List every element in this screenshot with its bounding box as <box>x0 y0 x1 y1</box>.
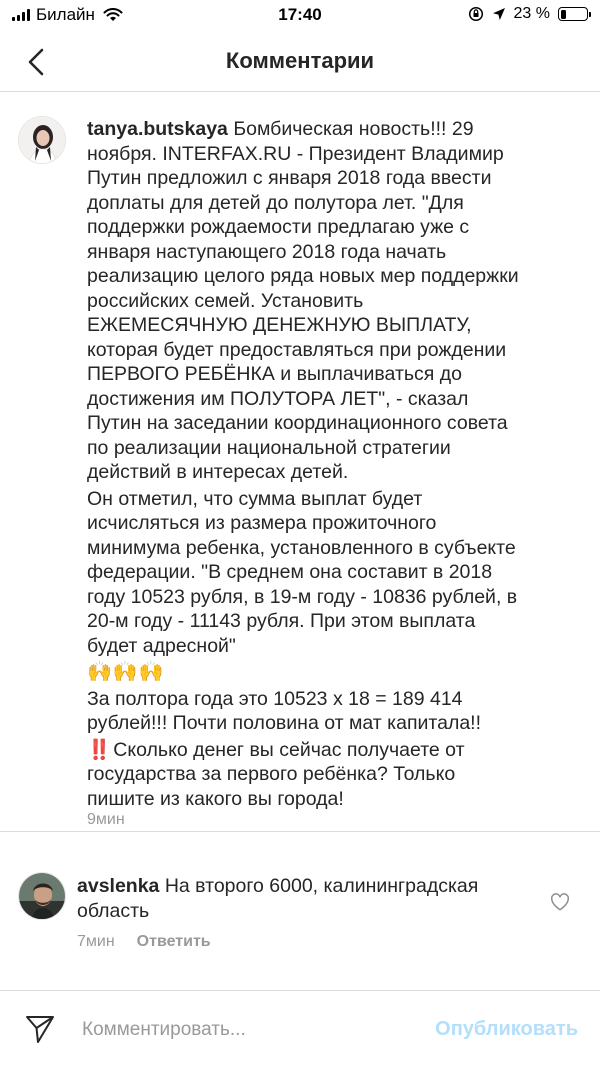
caption-comment <box>0 112 600 832</box>
caption-paragraph: Он отметил, что сумма выплат будет исчисляться из размера прожиточного минимума ребенка, установленного в субъекте федерации. "В среднем она составит в 2018 году 10523 рубля, в 19-м году - 10836 рублей, в 20-м году - 11143 рубля. При этом выплата будет адресной" <box>87 487 518 657</box>
reply-button[interactable]: Ответить <box>136 933 211 950</box>
carrier-name: Билайн <box>36 5 95 24</box>
comment-username[interactable]: avslenka <box>77 875 160 897</box>
comment-meta <box>77 933 211 951</box>
avatar-image <box>19 873 66 920</box>
orientation-lock-icon <box>468 6 484 22</box>
double-exclamation-icon: ‼️ <box>87 738 110 761</box>
status-time: 17:40 <box>278 5 322 24</box>
caption-paragraph: Сколько денег вы сейчас получаете от государства за первого ребёнка? Только пишите из какого вы города! <box>87 738 465 810</box>
comment-item <box>0 860 600 960</box>
heart-icon[interactable] <box>550 893 570 911</box>
location-arrow-icon <box>492 7 506 21</box>
comment-input[interactable] <box>82 1015 382 1045</box>
comment-time: 7мин <box>77 933 115 950</box>
avatar-image <box>19 117 66 164</box>
header <box>0 32 600 92</box>
direct-send-icon[interactable] <box>24 1013 56 1045</box>
comment-time: 9мин <box>87 811 125 828</box>
comment-text <box>77 874 527 923</box>
caption-text <box>87 117 527 811</box>
comment-body: На второго 6000, калининградская область <box>77 875 479 922</box>
battery-percent: 23 % <box>513 5 550 22</box>
status-right <box>460 5 588 23</box>
comment-meta <box>87 811 125 829</box>
caption-paragraph: За полтора года это 10523 х 18 = 189 414 рублей!!! Почти половина от мат капитала!! <box>87 687 482 734</box>
publish-button[interactable]: Опубликовать <box>435 1018 578 1040</box>
status-bar <box>0 0 600 32</box>
page-title: Комментарии <box>225 48 375 73</box>
comment-composer <box>0 990 600 1066</box>
caption-paragraph: Бомбическая новость!!! 29 ноября. INTERFAX.RU - Президент Владимир Путин предложил с января 2018 года ввести доплаты для детей до полутора лет. "Для поддержки рождаемости предлагаю уже с января наступающего 2018 года начать реализацию целого ряда новых мер поддержки российских семей. Установить ЕЖЕМЕСЯЧНУЮ ДЕНЕЖНУЮ ВЫПЛАТУ, которая будет предоставляться при рождении ПЕРВОГО РЕБЁНКА и выплачиваться до достижения им ПОЛУТОРА ЛЕТ", - сказал Путин на заседании координационного совета по реализации национальной стратегии действий в интересах детей. <box>87 118 519 483</box>
comment-username[interactable]: tanya.butskaya <box>87 118 228 140</box>
battery-icon <box>558 7 588 21</box>
avatar[interactable] <box>18 116 66 164</box>
battery-level <box>561 10 567 19</box>
raised-hands-emoji: 🙌🙌🙌 <box>87 661 165 683</box>
avatar[interactable] <box>18 872 66 920</box>
